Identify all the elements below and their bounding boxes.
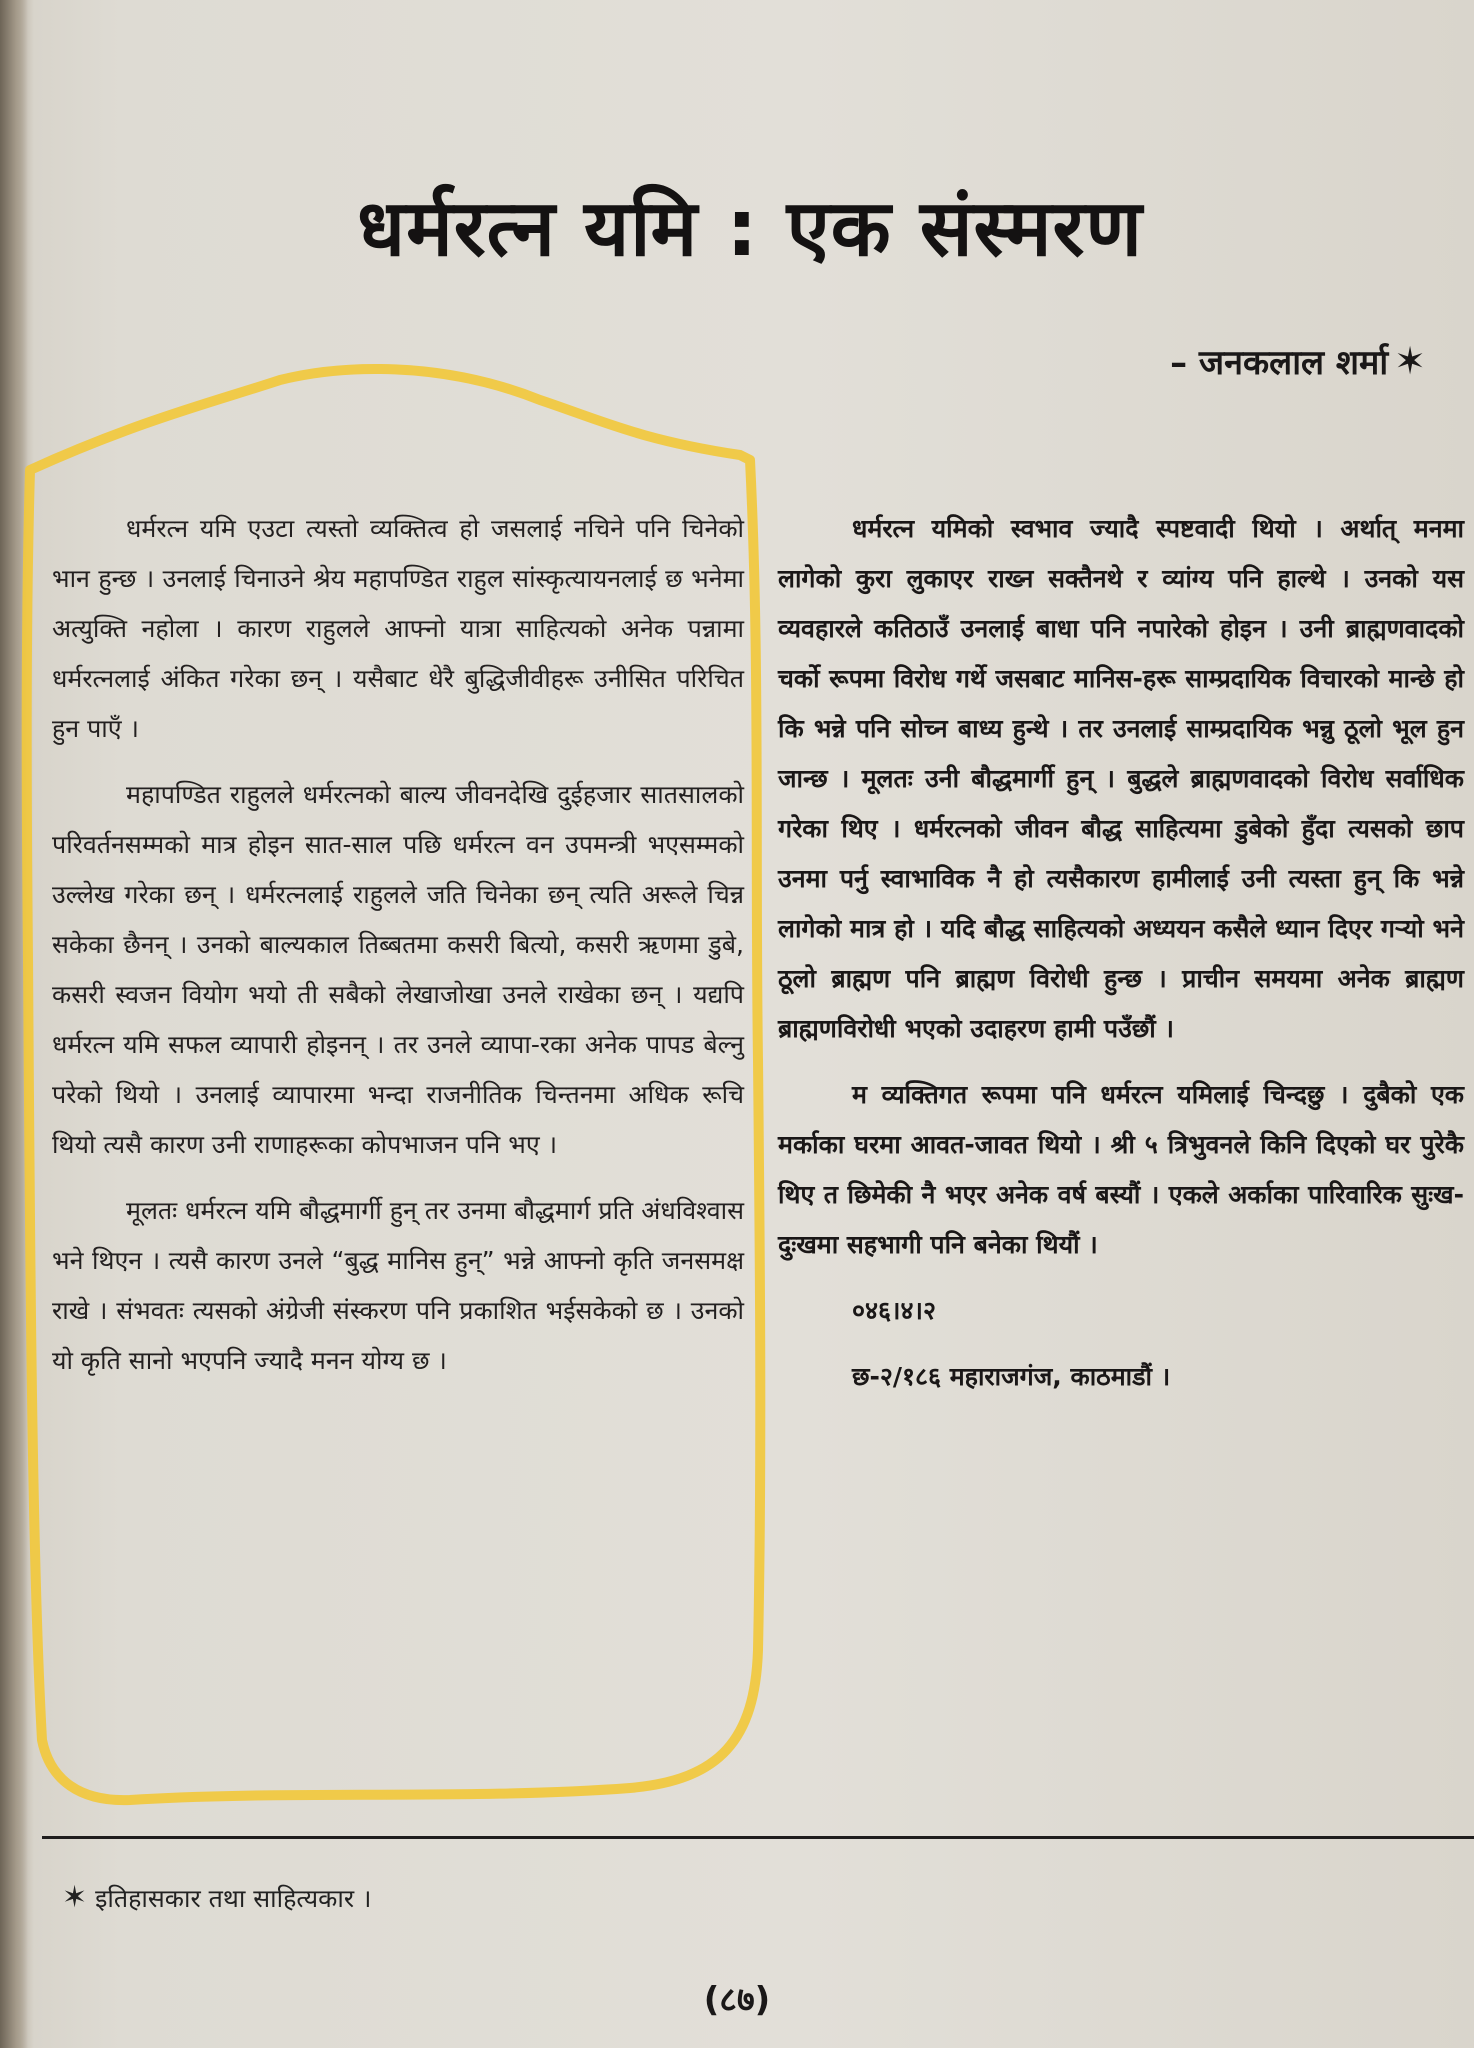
- left-paragraph-3: मूलतः धर्मरत्न यमि बौद्धमार्गी हुन् तर उनमा बौद्धमार्ग प्रति अंधविश्वास भने थिएन । त्यसै कारण उनले “बुद्ध मानिस हुन्” भन्ने आफ्नो कृति जनसमक्ष राखे । संभवतः त्यसको अंग्रेजी संस्करण पनि प्रकाशित भईसकेको छ । उनको यो कृति सानो भएपनि ज्यादै मनन योग्य छ ।: [52, 1196, 744, 1375]
- right-paragraph-2: म व्यक्तिगत रूपमा पनि धर्मरत्न यमिलाई चिन्दछु । दुबैको एक मर्काका घरमा आवत-जावत थियो । श्री ५ त्रिभुवनले किनि दिएको घर पुरेकै थिए त छिमेकी नै भएर अनेक वर्ष बस्यौं । एकले अर्काका पारिवारिक सुःख-दुःखमा सहभागी पनि बनेका थियौं ।: [778, 1080, 1464, 1259]
- book-spine-shadow: [0, 0, 28, 2048]
- author-address: छ-२/१८६ महाराजगंज, काठमाडौं ।: [852, 1362, 1171, 1391]
- left-paragraph-1: धर्मरत्न यमि एउटा त्यस्तो व्यक्तित्व हो जसलाई नचिने पनि चिनेको भान हुन्छ । उनलाई चिनाउने श्रेय महापण्डित राहुल सांस्कृत्यायनलाई छ भनेमा अत्युक्ति नहोला । कारण राहुलले आफ्नो यात्रा साहित्यको अनेक पन्नामा धर्मरत्नलाई अंकित गरेका छन् । यसैबाट धेरै बुद्धिजीवीहरू उनीसित परिचित हुन पाएँ ।: [52, 514, 744, 743]
- article-date: ०४६।४।२: [852, 1296, 936, 1325]
- author-footnote-mark: ✶: [1394, 339, 1426, 383]
- right-paragraph-1: धर्मरत्न यमिको स्वभाव ज्यादै स्पष्टवादी थियो । अर्थात् मनमा लागेको कुरा लुकाएर राख्न सक्तैनथे र व्यांग्य पनि हाल्थे । उनको यस व्यवहारले कतिठाउँ उनलाई बाधा पनि नपारेको होइन । उनी ब्राह्मणवादको चर्को रूपमा विरोध गर्थे जसबाट मानिस-हरू साम्प्रदायिक विचारको मान्छे हो कि भन्ने पनि सोच्न बाध्य हुन्थे । तर उनलाई साम्प्रदायिक भन्नु ठूलो भूल हुन जान्छ । मूलतः उनी बौद्धमार्गी हुन् । बुद्धले ब्राह्मणवादको विरोध सर्वाधिक गरेका थिए । धर्मरत्नको जीवन बौद्ध साहित्यमा डुबेको हुँदा त्यसको छाप उनमा पर्नु स्वाभाविक नै हो त्यसैकारण हामीलाई उनी त्यस्ता हुन् कि भन्ने लागेको मात्र हो । यदि बौद्ध साहित्यको अध्ययन कसैले ध्यान दिएर गऱ्यो भने ठूलो ब्राह्मण पनि ब्राह्मण विरोधी हुन्छ । प्राचीन समयमा अनेक ब्राह्मण ब्राह्मणविरोधी भएको उदाहरण हामी पउँछौं ।: [778, 514, 1464, 1043]
- right-text-column: [778, 504, 1464, 1418]
- footnote-divider: [42, 1836, 1474, 1839]
- left-text-column: [52, 504, 744, 1402]
- page-number: (८७): [703, 1980, 771, 2020]
- left-paragraph-2: महापण्डित राहुलले धर्मरत्नको बाल्य जीवनदेखि दुईहजार सातसालको परिवर्तनसम्मको मात्र होइन सात-साल पछि धर्मरत्न वन उपमन्त्री भएसम्मको उल्लेख गरेका छन् । धर्मरत्नलाई राहुलले जति चिनेका छन् त्यति अरूले चिन्न सकेका छैनन् । उनको बाल्यकाल तिब्बतमा कसरी बित्यो, कसरी ऋणमा डुबे, कसरी स्वजन वियोग भयो ती सबैको लेखाजोखा उनले राखेका छन् । यद्यपि धर्मरत्न यमि सफल व्यापारी होइनन् । तर उनले व्यापा-रका अनेक पापड बेल्नु परेको थियो । उनलाई व्यापारमा भन्दा राजनीतिक चिन्तनमा अधिक रूचि थियो त्यसै कारण उनी राणाहरूका कोपभाजन पनि भए ।: [52, 780, 744, 1159]
- author-name: – जनकलाल शर्मा: [1170, 343, 1389, 383]
- footnote: [62, 1880, 371, 1915]
- footnote-mark: ✶: [62, 1880, 88, 1915]
- footnote-text: इतिहासकार तथा साहित्यकार ।: [95, 1884, 372, 1913]
- author-byline: [1170, 338, 1426, 384]
- article-title: धर्मरत्न यमि : एक संस्मरण: [357, 184, 1143, 275]
